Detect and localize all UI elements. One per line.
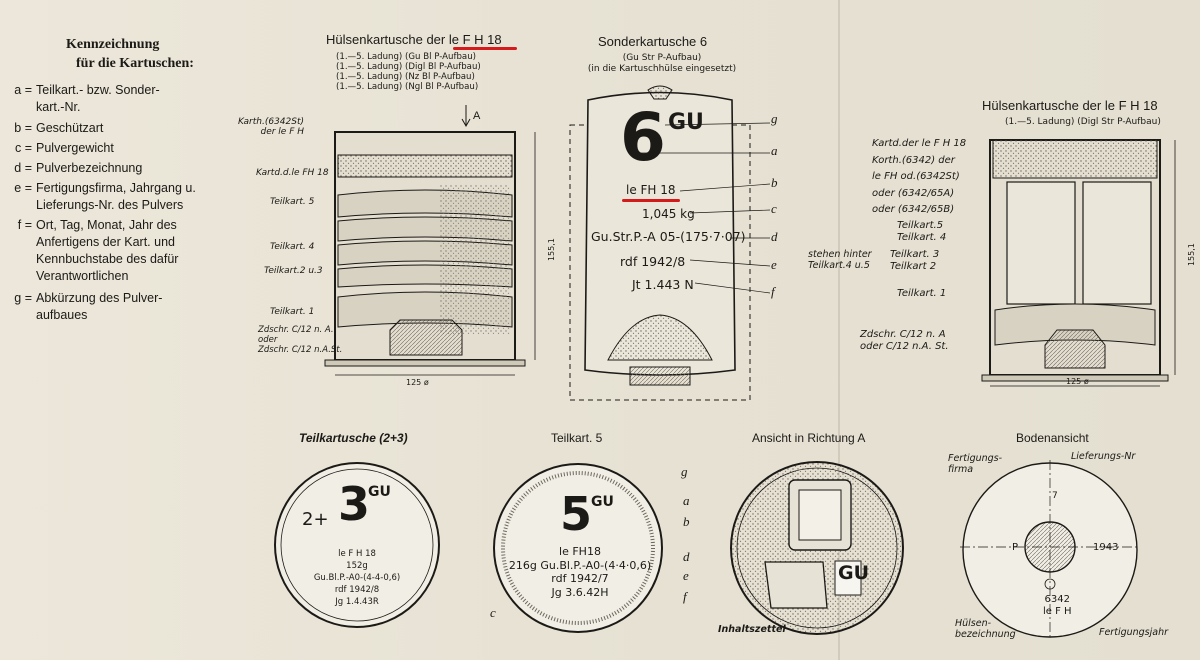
c1-title: Teilkartusche (2+3) (299, 431, 408, 445)
fig2-letter-g: g (771, 111, 778, 126)
fig3-label-tk32 (890, 249, 939, 273)
c2-line: le FH18 (559, 545, 601, 558)
c1-line: Gu.Bl.P.-A0-(4-4-0,6) (313, 573, 401, 583)
fig1-label-karth (238, 117, 304, 137)
c2-letter-d: d (683, 549, 690, 564)
cover-layer (338, 155, 512, 177)
fig1-label-tk5: Teilkart. 5 (270, 197, 315, 207)
legend-item-f (14, 217, 178, 285)
fig3-title: Hülsenkartusche der le F H 18 (982, 98, 1158, 113)
fig3-subtitle: (1.—5. Ladung) (Digl Str P-Aufbau) (1005, 117, 1161, 127)
fig1-label: der le F H (260, 127, 304, 137)
fig2-line-firma: rdf 1942/8 (620, 254, 686, 269)
c4-label-lieferungsnr: Lieferungs-Nr (1071, 451, 1136, 462)
legend-key: e = (14, 181, 32, 195)
legend-text: aufbaues (36, 307, 88, 322)
c2-line: Jg 3.6.42H (551, 585, 609, 599)
fig1-label: Zdschr. C/12 n.A.St. (258, 345, 343, 355)
fig1-label-tk1: Teilkart. 1 (270, 307, 315, 317)
fig1-title (326, 33, 502, 48)
primer (630, 367, 690, 385)
fig1-label: Karth.(6342St) (237, 117, 304, 127)
legend-text: Pulverbezeichnung (36, 161, 143, 175)
legend-text: Abkürzung des Pulver- (36, 291, 163, 305)
c2-line: 216g Gu.Bl.P.-A0-(4·4·0,6) (508, 558, 652, 572)
fig1-label: oder (258, 335, 278, 345)
fig2-letter-b: b (771, 175, 778, 190)
c2-letter-a: a (683, 493, 690, 508)
c4-label: Fertigungs- (948, 453, 1003, 464)
c4-year: 1943 (1093, 542, 1119, 553)
c1-line: Jg 1.4.43R (335, 597, 379, 607)
legend-title-line1: Kennzeichnung (66, 37, 160, 52)
fig1-label-zdschr (258, 325, 342, 355)
legend-title-line2: für die Kartuschen: (76, 56, 194, 71)
fig2-letter-f: f (771, 284, 775, 299)
legend-item-b (14, 120, 103, 137)
c3-box-text: GU (838, 562, 870, 584)
fig1-label: Zdschr. C/12 n. A. (258, 325, 334, 335)
c4-label-fertigungsfirma (948, 453, 1002, 475)
fig3-label: Teilkart.5 (897, 220, 944, 231)
c4-code: 6342 (1044, 594, 1070, 605)
bag-left (1007, 182, 1075, 304)
c4-label: firma (948, 464, 974, 475)
fig3-label: oder C/12 n.A. St. (860, 341, 949, 352)
fig3-label: Teilkart. 3 (890, 249, 940, 260)
fig3-cartridge-drawing (985, 130, 1185, 390)
legend-key: a = (14, 83, 32, 97)
fig2-line-gewicht: 1,045 kg (642, 207, 695, 221)
c4-p: P (1012, 542, 1019, 553)
red-underline-2 (622, 199, 680, 202)
fig3-label: Korth.(6342) der (872, 154, 955, 166)
c1-line: rdf 1942/8 (334, 585, 380, 595)
fig1-subtitle (336, 52, 481, 92)
fig3-label-tk1: Teilkart. 1 (897, 288, 947, 299)
c4-code2: le F H (1043, 606, 1072, 617)
c4-label: Hülsen- (955, 618, 992, 629)
fig3-label: Teilkart.4 u.5 (808, 260, 870, 271)
fig2-letter-c: c (771, 201, 777, 216)
fig3-label-zdschr (860, 329, 949, 353)
fig1-title-prefix: Hülsenkartusche der (326, 32, 446, 47)
fig3-label-tk54 (897, 220, 946, 244)
c2-sup: GU (591, 494, 614, 510)
legend-text: Kennbuchstabe des dafür (36, 251, 179, 266)
fig3-label: Zdschr. C/12 n. A (860, 329, 946, 340)
fig3-label: oder (6342/65A) (872, 187, 955, 199)
legend-text: kart.-Nr. (36, 99, 81, 114)
c1-line: le F H 18 (338, 549, 376, 559)
c3-disk (727, 458, 907, 638)
fig1-sub-line: (1.—5. Ladung) (Ngl Bl P-Aufbau) (336, 82, 479, 92)
fig1-arrow-label: A (473, 110, 481, 122)
primer-base (390, 320, 462, 355)
legend-key: f = (17, 218, 32, 232)
legend-text: Ort, Tag, Monat, Jahr des (36, 218, 177, 232)
fig3-label: oder (6342/65B) (872, 204, 955, 215)
fig2-letter-d: d (771, 229, 778, 244)
fig3-label: stehen hinter (808, 249, 872, 260)
fig1-label-tk4: Teilkart. 4 (270, 242, 315, 252)
powder-cutaway (440, 185, 510, 335)
content-slip (765, 562, 827, 608)
c3-caption: Inhaltszettel (718, 624, 786, 635)
fig2-line-geschuetz: le FH 18 (626, 183, 676, 197)
fig3-label-stehen (808, 249, 872, 271)
c4-label: bezeichnung (955, 629, 1016, 640)
legend-text: Geschützart (36, 121, 104, 135)
c4-seven: 7 (1052, 491, 1058, 501)
legend-text: Anfertigens der Kart. und (36, 234, 175, 249)
c2-text-block (509, 545, 651, 599)
fig2-big-number: 6 (620, 99, 666, 176)
legend-text: Lieferungs-Nr. des Pulvers (36, 197, 184, 212)
legend-item-c (14, 140, 114, 157)
fig3-label: Kartd.der le F H 18 (872, 138, 967, 149)
legend-item-e (14, 180, 196, 214)
c1-text-block (314, 548, 400, 608)
bag-right (1083, 182, 1151, 304)
cover-layer (993, 140, 1157, 178)
c1-sup: GU (368, 484, 391, 500)
fig3-dim-width: 125 ø (1066, 377, 1089, 386)
legend-key: c = (14, 141, 32, 155)
legend-text: Fertigungsfirma, Jahrgang u. (36, 181, 196, 195)
legend-item-g (14, 290, 162, 324)
legend-text: Pulvergewicht (36, 141, 114, 155)
c3-title: Ansicht in Richtung A (752, 431, 866, 445)
c2-letter-f: f (683, 589, 687, 604)
fig3-labels-top (872, 136, 966, 219)
legend-key: b = (14, 121, 32, 135)
c4-label-fertigungsjahr: Fertigungsjahr (1099, 627, 1169, 638)
fig1-dim-height: 155,1 (546, 238, 556, 262)
fig2-line-pulver: Gu.Str.P.-A 05-(175·7·07) (591, 229, 746, 244)
fig2-title: Sonderkartusche 6 (598, 34, 708, 49)
fig3-label: le FH od.(6342St) (872, 171, 960, 182)
c2-line: rdf 1942/7 (551, 572, 609, 585)
case-rim (325, 360, 525, 366)
c2-letter-e: e (683, 568, 689, 583)
fig1-title-highlight: le F H 18 (448, 32, 502, 47)
c4-title: Bodenansicht (1016, 431, 1089, 445)
legend-item-d (14, 160, 142, 177)
fig2-big-sup: GU (668, 110, 704, 135)
fig3-label: Teilkart 2 (890, 261, 937, 272)
c1-line: 152g (346, 561, 368, 571)
c2-letter-c: c (490, 605, 496, 620)
c4-code-block (1043, 594, 1072, 618)
fig2-sub-line: (Gu Str P-Aufbau) (622, 53, 702, 63)
red-underline-1 (453, 47, 517, 50)
fig2-line-ort: Jt 1.443 N (632, 277, 694, 292)
legend-text: Teilkart.- bzw. Sonder- (36, 83, 160, 97)
legend-key: d = (14, 161, 32, 175)
c1-prefix: 2+ (302, 509, 329, 530)
fig3-dim-height: 155,1 (1186, 243, 1196, 267)
c2-letter-g: g (681, 464, 688, 479)
fig1-label-tk23: Teilkart.2 u.3 (264, 266, 323, 276)
label-window-inner (799, 490, 841, 540)
legend-key: g = (14, 291, 32, 305)
fig2-letter-e: e (771, 257, 777, 272)
c2-letter-b: b (683, 514, 690, 529)
fig1-sub-line: (1.—5. Ladung) (Gu Bl P-Aufbau) (336, 52, 477, 62)
fig1-dim-width: 125 ø (406, 378, 429, 387)
c1-number: 3 (338, 477, 371, 531)
fig1-sub-line: (1.—5. Ladung) (Digl Bl P-Aufbau) (336, 62, 481, 72)
fig1-sub-line: (1.—5. Ladung) (Nz Bl P-Aufbau) (336, 72, 475, 82)
c2-title: Teilkart. 5 (551, 431, 603, 445)
legend-text: Verantwortlichen (36, 268, 129, 283)
c2-number: 5 (560, 487, 593, 541)
legend-item-a (14, 82, 160, 116)
primer-base (1045, 330, 1105, 368)
fig1-label-kartd: Kartd.d.le FH 18 (256, 168, 329, 178)
fig2-subtitle (588, 53, 736, 75)
fig2-sub-line: (in die Kartuschhülse eingesetzt) (587, 64, 737, 74)
fig2-letter-a: a (771, 143, 778, 158)
fig3-label: Teilkart. 4 (897, 232, 947, 243)
c4-label-huelsenbezeichnung (955, 618, 1016, 640)
